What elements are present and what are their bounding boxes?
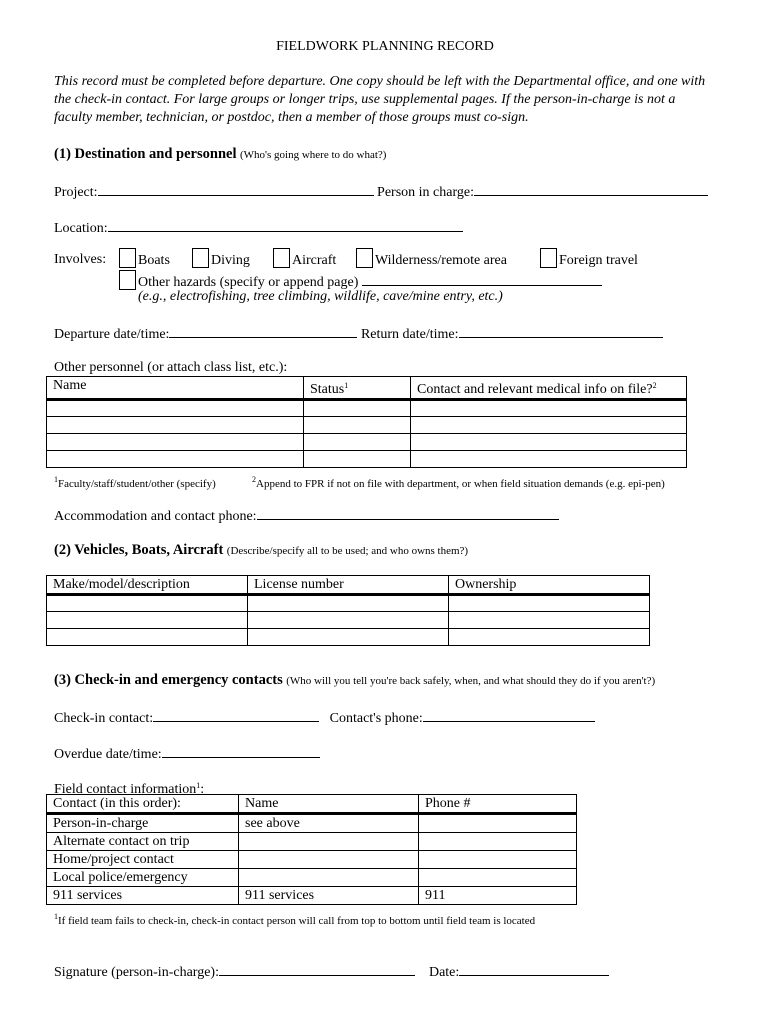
header-status: Status$^1$ <box>304 377 411 400</box>
table-header-row <box>47 377 687 400</box>
checkbox-label: Boats <box>138 253 170 268</box>
checkbox-other-hazards[interactable] <box>119 270 602 291</box>
date-label: Date: <box>428 965 460 980</box>
contact-type-cell: Alternate contact on trip <box>47 833 239 851</box>
section2-heading-row <box>54 542 468 559</box>
other-hazards-example: (e.g., electrofishing, tree climbing, wildlife, cave/mine entry, etc.) <box>138 289 503 304</box>
contact-name-cell[interactable] <box>239 833 419 851</box>
table-cell[interactable] <box>411 400 687 417</box>
contact-name-cell[interactable] <box>239 851 419 869</box>
involves-label: Involves: <box>54 252 107 267</box>
field-contact-label: Field contact information <box>54 782 197 797</box>
personnel-table <box>46 376 687 468</box>
checkbox-icon[interactable] <box>119 248 136 268</box>
footnote-2: $^2$Append to FPR if not on file with department, or when field situation demands (e.g. epi-pen) <box>252 475 665 490</box>
contact-phone-cell[interactable] <box>419 851 577 869</box>
return-field[interactable] <box>459 324 663 338</box>
date-field[interactable] <box>459 962 609 976</box>
table-cell[interactable] <box>47 451 304 468</box>
contact-phone-cell[interactable] <box>419 869 577 887</box>
intro-paragraph: This record must be completed before departure. One copy should be left with the Departmental office, and one with the check-in contact. For large groups or longer trips, use supplemental pages. If the person-in-charge is not a faculty member, technician, or postdoc, then a member of those groups must co-sign. <box>54 74 706 125</box>
field-contact-label-row: Field contact information$^1$: <box>54 781 205 797</box>
checkin-row <box>54 708 595 727</box>
section1-heading-row <box>54 146 386 163</box>
checkbox-icon[interactable] <box>273 248 290 268</box>
checkbox-icon[interactable] <box>192 248 209 268</box>
section3-subheading: (Who will you tell you're back safely, when, and what should they do if you aren't?) <box>286 675 656 687</box>
footnote-1: $^1$Faculty/staff/student/other (specify) <box>54 475 216 490</box>
table-cell[interactable] <box>304 434 411 451</box>
table-cell[interactable] <box>304 417 411 434</box>
table-row <box>47 833 577 851</box>
other-hazards-label: Other hazards (specify or append page) <box>138 275 359 290</box>
table-row <box>47 400 687 417</box>
table-row <box>47 851 577 869</box>
signature-row <box>54 962 609 981</box>
overdue-row <box>54 744 320 763</box>
table-cell[interactable] <box>449 629 650 646</box>
table-cell[interactable] <box>449 612 650 629</box>
header-name: Name <box>239 795 419 814</box>
checkbox-foreign-travel[interactable] <box>540 248 638 269</box>
table-cell[interactable] <box>47 434 304 451</box>
table-row <box>47 814 577 833</box>
checkbox-icon[interactable] <box>356 248 373 268</box>
table-cell[interactable] <box>47 612 248 629</box>
table-cell[interactable] <box>47 417 304 434</box>
table-row <box>47 869 577 887</box>
overdue-field[interactable] <box>162 744 320 758</box>
section2-heading: (2) Vehicles, Boats, Aircraft <box>54 542 224 558</box>
table-cell[interactable] <box>304 400 411 417</box>
header-contact: Contact and relevant medical info on file?$^2$ <box>411 377 687 400</box>
contact-phone-cell[interactable] <box>419 833 577 851</box>
section3-heading-row <box>54 672 655 689</box>
header-license: License number <box>248 576 449 595</box>
checkbox-icon[interactable] <box>540 248 557 268</box>
departure-label: Departure date/time: <box>54 327 170 342</box>
table-cell[interactable] <box>47 595 248 612</box>
project-label: Project: <box>54 185 98 200</box>
contact-name-cell[interactable] <box>239 869 419 887</box>
checkbox-wilderness[interactable] <box>356 248 507 269</box>
table-cell[interactable] <box>411 417 687 434</box>
location-label: Location: <box>54 221 108 236</box>
location-row <box>54 218 463 237</box>
checkbox-label: Wilderness/remote area <box>375 253 507 268</box>
contact-type-cell: Home/project contact <box>47 851 239 869</box>
checkbox-label: Diving <box>211 253 250 268</box>
section1-subheading: (Who's going where to do what?) <box>239 149 387 161</box>
header-contact-order: Contact (in this order): <box>47 795 239 814</box>
table-cell[interactable] <box>47 400 304 417</box>
person-in-charge-field[interactable] <box>474 182 708 196</box>
section1-heading: (1) Destination and personnel <box>54 146 237 162</box>
contact-phone-cell[interactable] <box>419 814 577 833</box>
accommodation-label: Accommodation and contact phone: <box>54 509 257 524</box>
contact-phone-label: Contact's phone: <box>329 711 423 726</box>
accommodation-row <box>54 506 559 525</box>
table-cell[interactable] <box>47 629 248 646</box>
table-row <box>47 417 687 434</box>
departure-field[interactable] <box>169 324 357 338</box>
return-label: Return date/time: <box>360 327 459 342</box>
other-hazards-field[interactable] <box>362 272 602 286</box>
personnel-label: Other personnel (or attach class list, etc.): <box>54 360 288 375</box>
table-row <box>47 887 577 905</box>
table-cell[interactable] <box>248 612 449 629</box>
checkbox-icon[interactable] <box>119 270 136 290</box>
checkbox-aircraft[interactable] <box>273 248 336 269</box>
contact-type-cell: 911 services <box>47 887 239 905</box>
checkin-field[interactable] <box>153 708 319 722</box>
checkbox-label: Aircraft <box>292 253 337 268</box>
section3-heading: (3) Check-in and emergency contacts <box>54 672 283 688</box>
person-in-charge-label: Person in charge: <box>377 185 474 200</box>
table-cell[interactable] <box>449 595 650 612</box>
header-ownership: Ownership <box>449 576 650 595</box>
table-header-row <box>47 576 650 595</box>
overdue-label: Overdue date/time: <box>54 747 162 762</box>
section3-footnote: $^1$If field team fails to check-in, check-in contact person will call from top to bottom until field team is located <box>54 912 536 927</box>
section2-subheading: (Describe/specify all to be used; and who owns them?) <box>226 545 469 557</box>
dates-row <box>54 324 663 343</box>
table-row <box>47 451 687 468</box>
checkbox-boats[interactable] <box>119 248 170 269</box>
checkbox-diving[interactable] <box>192 248 250 269</box>
contact-type-cell: Local police/emergency <box>47 869 239 887</box>
contact-name-cell[interactable]: 911 services <box>239 887 419 905</box>
table-row <box>47 629 650 646</box>
table-row <box>47 612 650 629</box>
header-make-model: Make/model/description <box>47 576 248 595</box>
accommodation-field[interactable] <box>257 506 559 520</box>
signature-field[interactable] <box>219 962 415 976</box>
signature-label: Signature (person-in-charge): <box>54 965 219 980</box>
table-cell[interactable] <box>304 451 411 468</box>
header-name: Name <box>47 377 304 400</box>
checkbox-label: Foreign travel <box>559 253 638 268</box>
contact-type-cell: Person-in-charge <box>47 814 239 833</box>
location-field[interactable] <box>108 218 463 232</box>
checkin-label: Check-in contact: <box>54 711 154 726</box>
table-cell[interactable] <box>248 595 449 612</box>
field-contacts-table <box>46 794 577 905</box>
contact-name-cell[interactable]: see above <box>239 814 419 833</box>
table-row <box>47 434 687 451</box>
table-cell[interactable] <box>248 629 449 646</box>
contact-phone-cell[interactable]: 911 <box>419 887 577 905</box>
header-phone: Phone # <box>419 795 577 814</box>
table-row <box>47 595 650 612</box>
project-field[interactable] <box>98 182 374 196</box>
table-cell[interactable] <box>411 434 687 451</box>
contact-phone-field[interactable] <box>423 708 595 722</box>
table-cell[interactable] <box>411 451 687 468</box>
project-row <box>54 182 708 201</box>
table-header-row <box>47 795 577 814</box>
vehicles-table <box>46 575 650 646</box>
form-title: FIELDWORK PLANNING RECORD <box>276 39 494 54</box>
